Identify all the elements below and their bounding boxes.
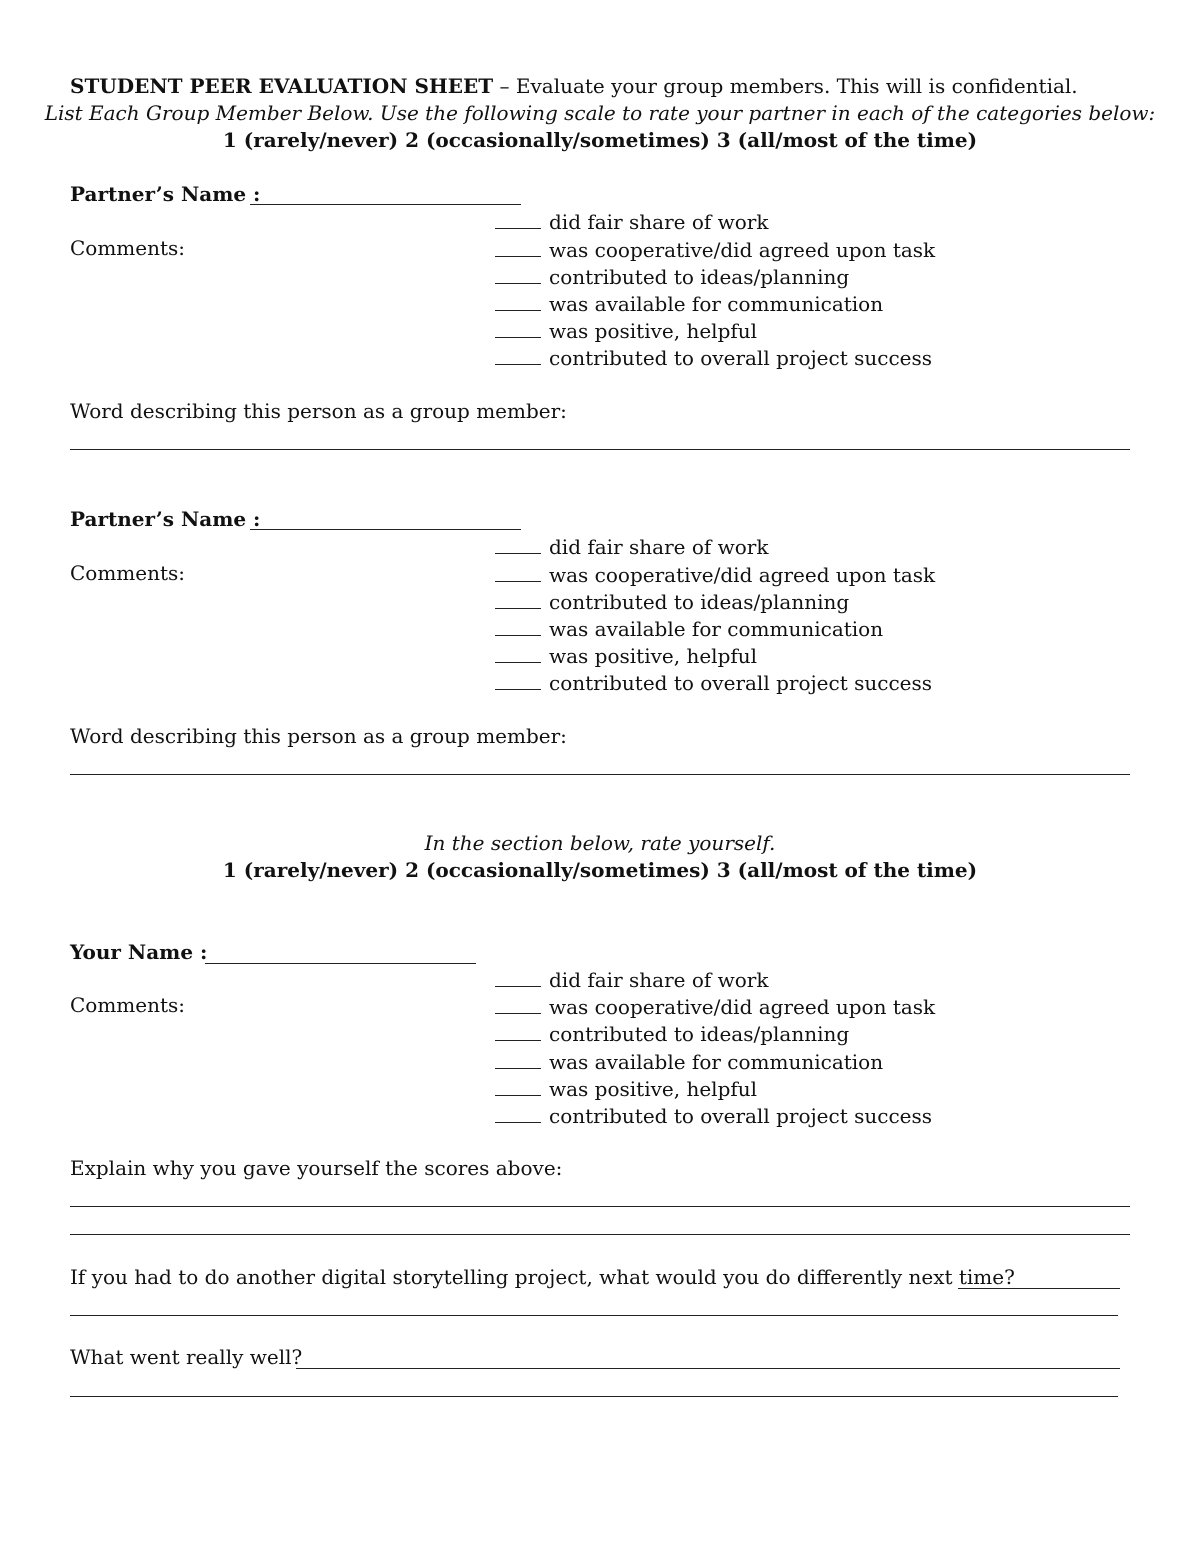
rating-blank[interactable] (495, 535, 541, 554)
self-criterion: was positive, helpful (495, 1077, 757, 1099)
rating-blank[interactable] (495, 563, 541, 582)
went-well-field-inline[interactable] (296, 1368, 1120, 1369)
your-name-field[interactable] (205, 963, 476, 964)
partner-2-comments-label: Comments: (70, 561, 186, 585)
rating-blank[interactable] (495, 617, 541, 636)
partner-1-name-field[interactable] (250, 204, 521, 205)
sheet-title: STUDENT PEER EVALUATION SHEET (70, 74, 494, 98)
rating-blank[interactable] (495, 292, 541, 311)
sheet-subtitle: – Evaluate your group members. This will is confidential. (493, 74, 1078, 98)
partner-1-criterion: was cooperative/did agreed upon task (495, 238, 935, 260)
partner-1-word-field[interactable] (70, 449, 1130, 450)
rating-blank[interactable] (495, 1022, 541, 1041)
self-criterion: was available for communication (495, 1050, 883, 1072)
partner-1-criterion: contributed to ideas/planning (495, 265, 849, 287)
instruction-text: List Each Group Member Below. Use the following scale to rate your partner in each of the categories below: (44, 101, 1156, 125)
partner-2-word-label: Word describing this person as a group member: (70, 724, 567, 748)
explain-field-line-2[interactable] (70, 1234, 1130, 1235)
rating-blank[interactable] (495, 210, 541, 229)
self-comments-label: Comments: (70, 993, 186, 1017)
partner-2-criterion: did fair share of work (495, 535, 768, 557)
self-intro: In the section below, rate yourself. (424, 831, 776, 855)
partner-2-word-field[interactable] (70, 774, 1130, 775)
partner-2-criterion: contributed to ideas/planning (495, 590, 849, 612)
differently-label: If you had to do another digital storytelling project, what would you do differently next time? (70, 1265, 1015, 1289)
rating-blank[interactable] (495, 346, 541, 365)
went-well-field-line[interactable] (70, 1396, 1118, 1397)
self-criterion: did fair share of work (495, 968, 768, 990)
self-criterion: contributed to overall project success (495, 1104, 932, 1126)
rating-blank[interactable] (495, 1077, 541, 1096)
rating-blank[interactable] (495, 1050, 541, 1069)
rating-blank[interactable] (495, 671, 541, 690)
self-criterion: was cooperative/did agreed upon task (495, 995, 935, 1017)
rating-scale: 1 (rarely/never) 2 (occasionally/sometimes) 3 (all/most of the time) (222, 128, 978, 152)
rating-blank[interactable] (495, 968, 541, 987)
partner-1-comments-label: Comments: (70, 236, 186, 260)
partner-1-word-label: Word describing this person as a group member: (70, 399, 567, 423)
rating-blank[interactable] (495, 1104, 541, 1123)
rating-blank[interactable] (495, 238, 541, 257)
partner-1-criterion: was available for communication (495, 292, 883, 314)
partner-1-criterion: was positive, helpful (495, 319, 757, 341)
partner-2-criterion: was available for communication (495, 617, 883, 639)
rating-blank[interactable] (495, 319, 541, 338)
rating-blank[interactable] (495, 265, 541, 284)
went-well-label: What went really well? (70, 1345, 303, 1369)
partner-2-name-field[interactable] (250, 529, 521, 530)
partner-2-criterion: was cooperative/did agreed upon task (495, 563, 935, 585)
explain-label: Explain why you gave yourself the scores above: (70, 1156, 563, 1180)
rating-blank[interactable] (495, 644, 541, 663)
partner-2-criterion: was positive, helpful (495, 644, 757, 666)
rating-blank[interactable] (495, 590, 541, 609)
explain-field-line-1[interactable] (70, 1206, 1130, 1207)
self-rating-scale: 1 (rarely/never) 2 (occasionally/sometimes) 3 (all/most of the time) (222, 858, 978, 882)
partner-2-criterion: contributed to overall project success (495, 671, 932, 693)
sheet-title-line (70, 76, 1078, 96)
differently-field-inline[interactable] (958, 1288, 1120, 1289)
partner-1-criterion: did fair share of work (495, 210, 768, 232)
your-name-label: Your Name : (70, 940, 208, 964)
partner-1-name-label: Partner’s Name : (70, 182, 261, 206)
differently-field-line[interactable] (70, 1315, 1118, 1316)
partner-2-name-label: Partner’s Name : (70, 507, 261, 531)
rating-blank[interactable] (495, 995, 541, 1014)
self-criterion: contributed to ideas/planning (495, 1022, 849, 1044)
partner-1-criterion: contributed to overall project success (495, 346, 932, 368)
